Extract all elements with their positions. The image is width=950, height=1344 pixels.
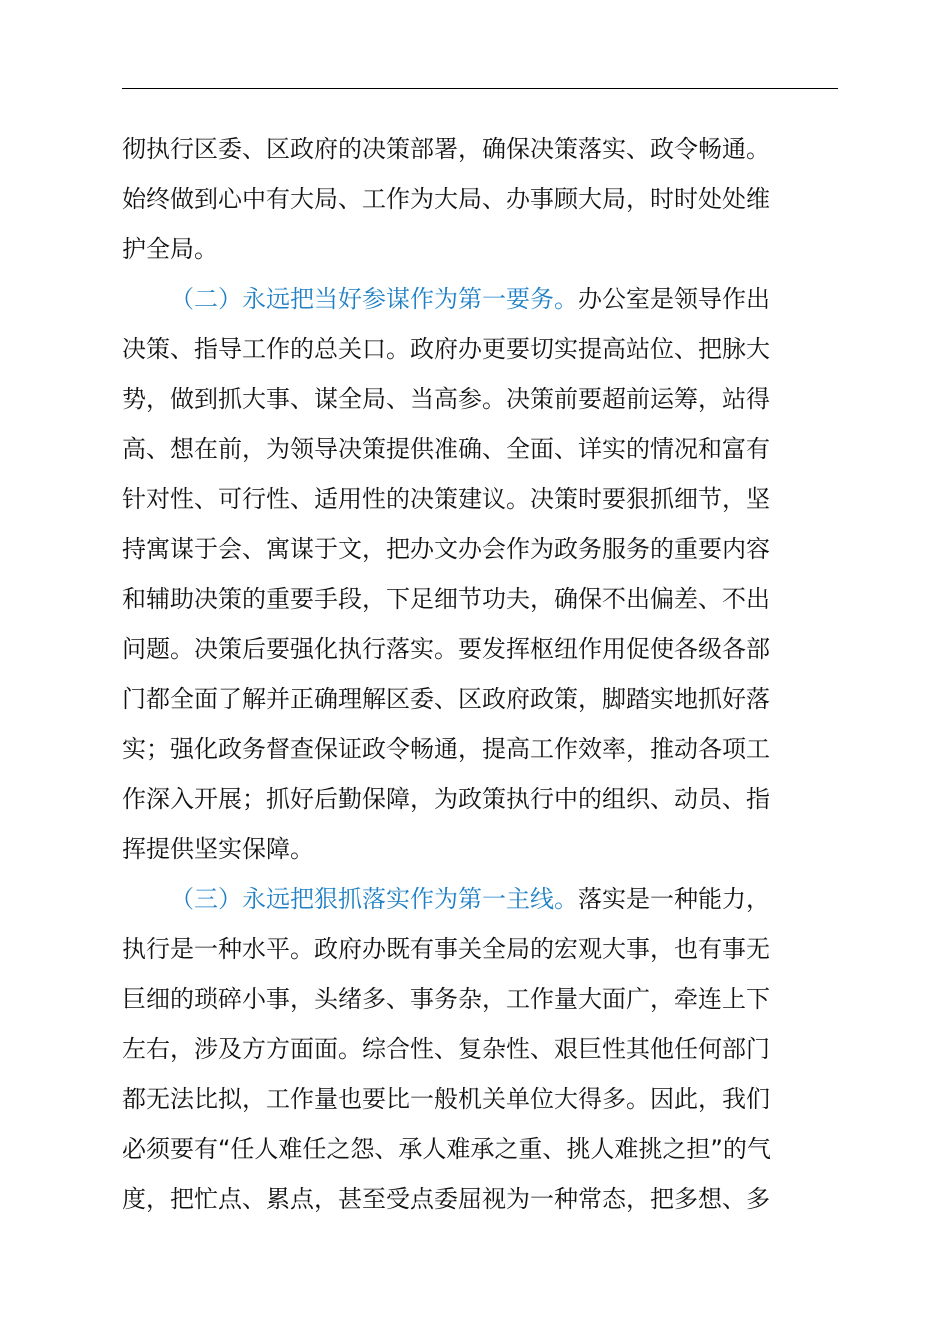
section-3-text: 落实是一种能力， [578,885,770,913]
text-line: 势，做到抓大事、谋全局、当高参。决策前要超前运筹，站得 [122,385,770,413]
text-line: 左右，涉及方方面面。综合性、复杂性、艰巨性其他任何部门 [122,1035,770,1063]
section-3-first-line [122,874,838,924]
text-line: 度，把忙点、累点，甚至受点委屈视为一种常态，把多想、多 [122,1185,770,1213]
section-2-heading: （二）永远把当好参谋作为第一要务。 [170,285,578,313]
text-line: 持寓谋于会、寓谋于文，把办文办会作为政务服务的重要内容 [122,535,770,563]
text-line: 执行是一种水平。政府办既有事关全局的宏观大事，也有事无 [122,935,770,963]
text-line: 都无法比拟，工作量也要比一般机关单位大得多。因此，我们 [122,1085,770,1113]
text-line: 决策、指导工作的总关口。政府办更要切实提高站位、把脉大 [122,335,770,363]
text-line: 问题。决策后要强化执行落实。要发挥枢纽作用促使各级各部 [122,635,770,663]
text-line: 始终做到心中有大局、工作为大局、办事顾大局，时时处处维 [122,185,770,213]
section-3-heading: （三）永远把狠抓落实作为第一主线。 [170,885,578,913]
text-line: 必须要有“任人难任之怨、承人难承之重、挑人难挑之担”的气 [122,1135,771,1163]
text-line: 高、想在前，为领导决策提供准确、全面、详实的情况和富有 [122,435,770,463]
text-line: 彻执行区委、区政府的决策部署，确保决策落实、政令畅通。 [122,135,770,163]
text-line: 巨细的琐碎小事，头绪多、事务杂，工作量大面广，牵连上下 [122,985,770,1013]
section-2-text: 办公室是领导作出 [578,285,770,313]
header-rule [122,88,838,89]
text-line: 和辅助决策的重要手段，下足细节功夫，确保不出偏差、不出 [122,585,770,613]
text-line: 门都全面了解并正确理解区委、区政府政策，脚踏实地抓好落 [122,685,770,713]
text-line: 针对性、可行性、适用性的决策建议。决策时要狠抓细节，坚 [122,485,770,513]
document-body [122,124,838,1224]
text-line: 实；强化政务督查保证政令畅通，提高工作效率，推动各项工 [122,735,770,763]
text-line: 作深入开展；抓好后勤保障，为政策执行中的组织、动员、指 [122,785,770,813]
section-2-first-line [122,274,838,324]
text-line: 挥提供坚实保障。 [122,835,314,863]
text-line: 护全局。 [122,235,218,263]
